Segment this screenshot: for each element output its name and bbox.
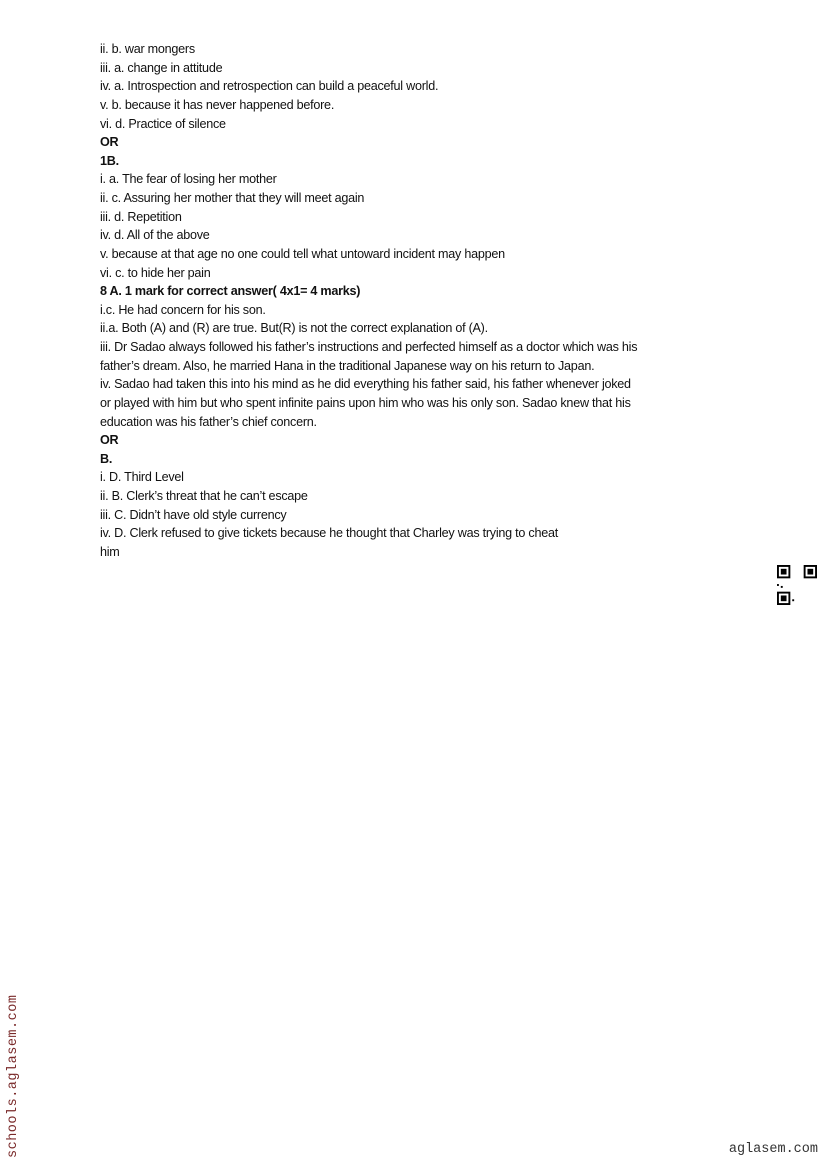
answer-line: iii. C. Didn’t have old style currency: [100, 507, 287, 522]
answer-line: vi. c. to hide her pain: [100, 265, 211, 280]
answer-line: v. because at that age no one could tell what untoward incident may happen: [100, 246, 505, 261]
answer-line: him: [100, 544, 120, 559]
answer-line: iv. Sadao had taken this into his mind as he did everything his father said, his father whenever joked: [100, 377, 631, 392]
answer-line: iv. a. Introspection and retrospection can build a peaceful world.: [100, 79, 439, 94]
answer-line: v. b. because it has never happened before.: [100, 97, 335, 112]
answer-line: iv. D. Clerk refused to give tickets because he thought that Charley was trying to cheat: [100, 526, 558, 541]
answer-line: i. a. The fear of losing her mother: [100, 172, 277, 187]
side-watermark: schools.aglasem.com: [6, 994, 21, 1158]
answer-line: ii. B. Clerk’s threat that he can’t escape: [100, 489, 308, 503]
answer-line: iii. Dr Sadao always followed his father’s instructions and perfected himself as a doctor which was his: [100, 340, 638, 354]
answer-line: iii. d. Repetition: [100, 209, 182, 224]
section-heading: OR: [100, 135, 119, 150]
answer-line: education was his father’s chief concern.: [100, 414, 317, 429]
answer-line: i. D. Third Level: [100, 470, 184, 485]
section-heading: 1B.: [100, 153, 119, 168]
answer-line: ii.a. Both (A) and (R) are true. But(R) is not the correct explanation of (A).: [100, 321, 488, 336]
section-heading: 8 A. 1 mark for correct answer( 4x1= 4 marks): [100, 284, 361, 299]
answer-key-content: [100, 40, 740, 562]
qr-code-icon: [777, 565, 817, 605]
answer-line: vi. d. Practice of silence: [100, 116, 226, 131]
answer-line: ii. c. Assuring her mother that they will meet again: [100, 191, 365, 205]
answer-line: or played with him but who spent infinite pains upon him who was his only son. Sadao knew that his: [100, 395, 631, 410]
answer-line: i.c. He had concern for his son.: [100, 302, 266, 317]
answer-line: father’s dream. Also, he married Hana in the traditional Japanese way on his return to Japan.: [100, 358, 595, 373]
section-heading: B.: [100, 451, 113, 466]
footer-watermark: aglasem.com: [728, 1142, 818, 1157]
section-heading: OR: [100, 433, 119, 448]
answer-line: iii. a. change in attitude: [100, 60, 223, 75]
answer-line: ii. b. war mongers: [100, 42, 195, 56]
answer-line: iv. d. All of the above: [100, 228, 210, 243]
